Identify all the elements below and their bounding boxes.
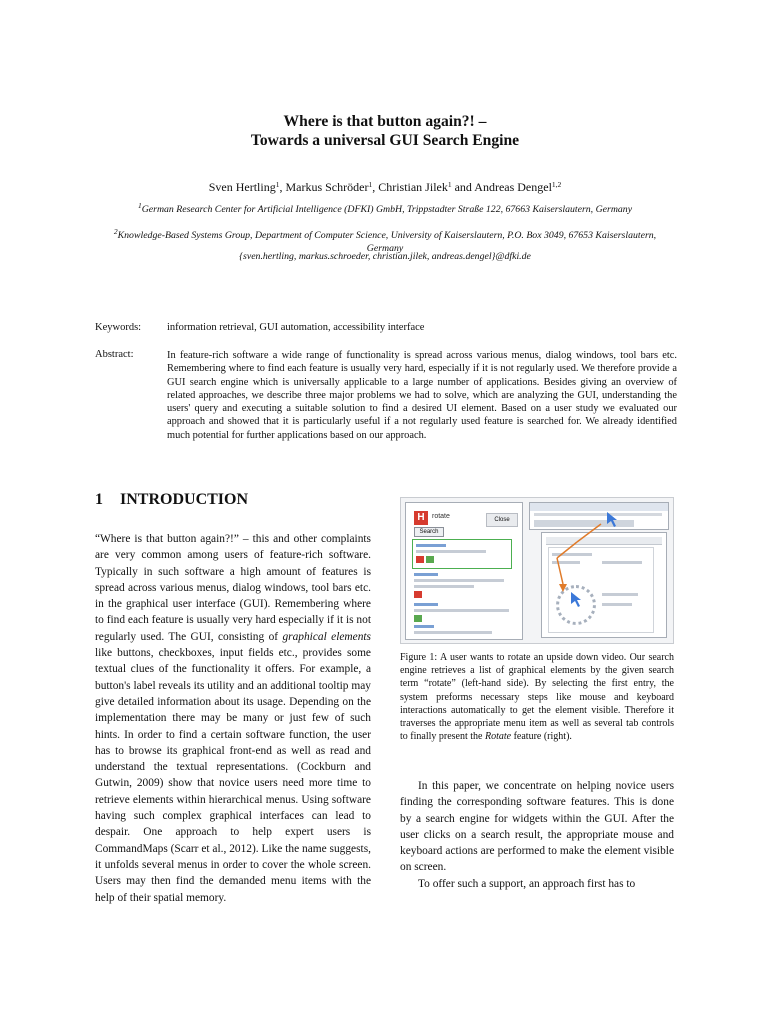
author-emails: {sven.hertling, markus.schroeder, christian.jilek, andreas.dengel}@dfki.de <box>239 251 531 262</box>
arrow-head <box>559 584 567 592</box>
figure-1-screenshot <box>400 497 674 644</box>
author: Sven Hertling$^1$, <box>208 180 286 194</box>
keywords-label: Keywords: <box>95 322 142 333</box>
cursor-icon <box>571 592 581 607</box>
section-heading <box>95 491 248 509</box>
title-line-2: Towards a universal GUI Search Engine <box>250 132 520 149</box>
intro-paragraph-1: “Where is that button again?!” – this and other complaints are very common among users of feature-rich software. Typically in such software a high amount of features is spread across various menus, dialog windows, tool bars etc. in the graphical user interface (GUI). Remembering where to find each feature is usually very hard especially if it is not regularly used. The GUI, consisting of graphical elements like buttons, checkboxes, input fields etc., provides some textual clues of the functionality it offers. For example, a button's label reveals its utility and an additional tooltip may give detailed information about its usage. Depending on the implementation there may be many or just few of such hints. In order to find a certain software function, the user has to browse its graphical front-end as well as read and understand the textual representations. (Cockburn and Gutwin, 2009) show that novice users need more time to retrieve elements within hierarchical menus. Using software having such complex graphical interfaces can lead to despair. One approach to help expert users is CommandMaps (Scarr et al., 2012). Like the name suggests, it unfolds several menus in order to cover the whole screen. Users may then find the demanded menu items with the help of their spatial memory. <box>95 533 371 904</box>
section-title: INTRODUCTION <box>120 491 249 508</box>
orange-arrow <box>577 524 601 542</box>
search-button[interactable]: Search <box>414 527 444 537</box>
keywords-text: information retrieval, GUI automation, accessibility interface <box>167 322 425 333</box>
intro-column-left <box>95 531 371 906</box>
title-line-1: Where is that button again?! – <box>283 113 487 130</box>
app-icon: H <box>414 511 428 525</box>
section-number: 1 <box>95 491 103 508</box>
author: Christian Jilek$^1$ and <box>378 180 475 194</box>
abstract-text: In feature-rich software a wide range of functionality is spread across various menus, dialog windows, tool bars etc. Remembering where to find each feature is usually very hard, especially if it is not regularly used. We therefore provide a GUI search engine which is universally applicable to a large number of applications. Besides giving an overview of related approaches, we describe three major problems we had to solve, which are analyzing the GUI, understanding the users' query and executing a suitable solution to find a desired UI element. Based on a user study we evaluated our approach and showed that it is particularly useful if a not regularly used feature is searched for. We already identified much potential for further applications based on our approach. <box>167 350 677 441</box>
orange-arrow <box>557 542 577 558</box>
arrow-overlay <box>401 498 674 644</box>
affiliation-2: $^2$Knowledge-Based Systems Group, Department of Computer Science, University of Kaiserslautern, P.O. Box 3049, 67653 Kaiserslautern, Germany <box>113 227 657 254</box>
intro-column-right <box>400 778 674 892</box>
query-text: rotate <box>432 513 450 520</box>
cursor-icon <box>607 512 617 527</box>
author: Andreas Dengel$^{1,2}$ <box>474 180 562 194</box>
paper-title <box>0 112 770 150</box>
author-list <box>0 180 770 195</box>
orange-arrow <box>557 558 563 584</box>
abstract-label: Abstract: <box>95 349 134 360</box>
intro-paragraph-2: In this paper, we concentrate on helping novice users finding the corresponding software features. This is done by a search engine for widgets within the GUI. After the user clicks on a search result, the appropriate mouse and keyboard actions are performed to make the element visible on screen. <box>400 780 674 874</box>
affiliation-1: $^1$German Research Center for Artificial Intelligence (DFKI) GmbH, Trippstadter Straße 122, 67663 Kaiserslautern, Germany <box>137 201 633 215</box>
figure-1-caption: Figure 1: A user wants to rotate an upside down video. Our search engine retrieves a list of graphical elements by the given search term “rotate” (left-hand side). By selecting the first entry, the system preforms necessary steps like mouse and keyboard interactions automatically to get the element visible. Therefore it traverses the appropriate menu item as well as several tab controls to finally present the Rotate feature (right). <box>400 652 674 743</box>
intro-paragraph-3: To offer such a support, an approach first has to <box>418 877 636 890</box>
close-button[interactable]: Close <box>486 513 518 527</box>
author: Markus Schröder$^1$, <box>285 180 379 194</box>
